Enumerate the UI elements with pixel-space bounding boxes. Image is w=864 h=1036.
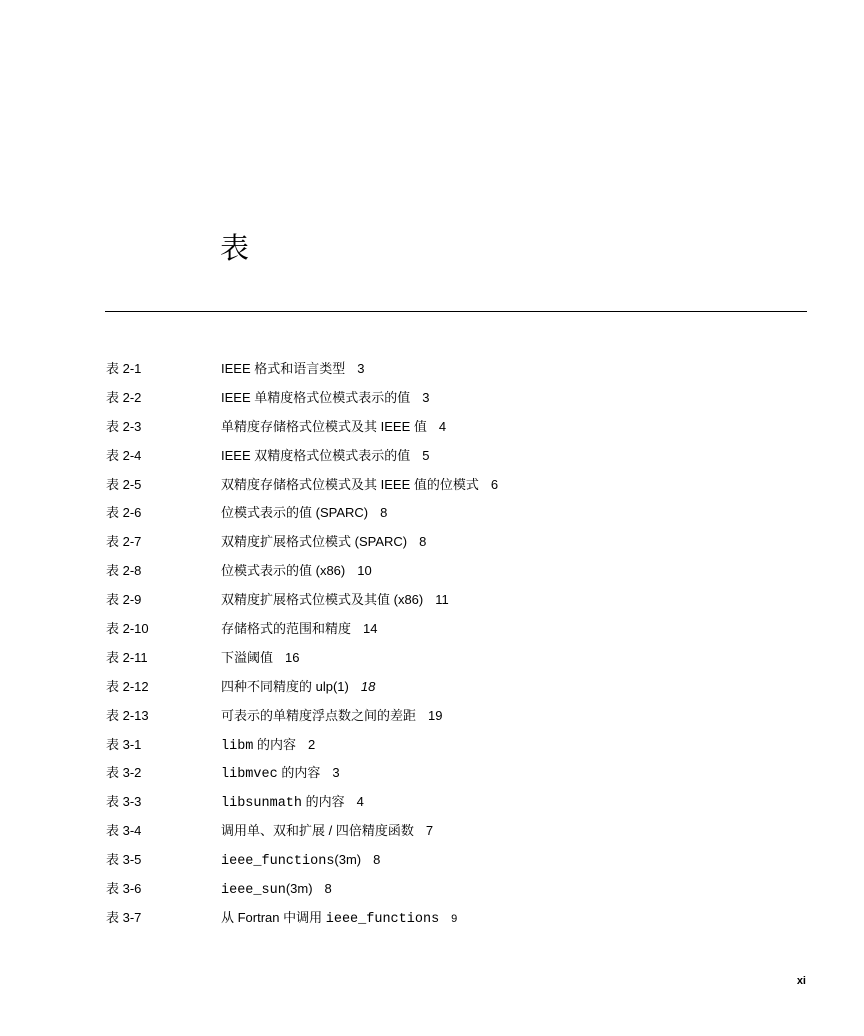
table-number: 表 2-9 (106, 592, 142, 608)
toc-entry[interactable] (0, 499, 864, 528)
page-number: 14 (363, 621, 378, 637)
toc-entry[interactable] (0, 471, 864, 500)
toc-entry[interactable] (0, 731, 864, 760)
page-number: 19 (428, 707, 443, 723)
page-number: 18 (360, 678, 376, 694)
table-title: 位模式表示的值 (x86) 10 (221, 563, 372, 579)
table-number: 表 2-13 (106, 707, 149, 723)
page-number: 7 (425, 823, 434, 839)
toc-entry[interactable] (0, 673, 864, 702)
table-number: 表 3-4 (106, 823, 142, 839)
table-title: 双精度存储格式位模式及其 IEEE 值的位模式 6 (221, 476, 499, 492)
page-folio: xi (796, 975, 806, 987)
page-title: 表 (220, 231, 250, 265)
table-title: IEEE 双精度格式位模式表示的值 5 (221, 447, 430, 463)
table-title: 下溢阈值 16 (221, 649, 300, 665)
table-title: libm 的内容 2 (221, 736, 316, 754)
table-number: 表 2-1 (106, 361, 142, 376)
toc-entry[interactable] (0, 384, 864, 413)
page-number: 8 (380, 505, 388, 521)
toc-entry[interactable] (0, 904, 864, 933)
table-number: 表 3-1 (106, 736, 142, 752)
page-number: 11 (435, 592, 449, 608)
table-number: 表 2-7 (106, 534, 142, 550)
table-of-tables (0, 355, 864, 933)
table-title: IEEE 格式和语言类型 3 (221, 361, 365, 376)
table-title: ieee_sun(3m) 8 (221, 881, 332, 899)
page-number: 4 (356, 794, 364, 810)
page-number: 5 (422, 447, 430, 463)
table-number: 表 3-6 (106, 881, 142, 897)
heading-rule (105, 311, 807, 312)
table-number: 表 3-3 (106, 794, 142, 810)
toc-entry[interactable] (0, 557, 864, 586)
table-number: 表 2-10 (106, 621, 149, 637)
toc-entry[interactable] (0, 644, 864, 673)
table-title: libmvec 的内容 3 (221, 765, 340, 783)
toc-entry[interactable] (0, 528, 864, 557)
table-title: 双精度扩展格式位模式 (SPARC) 8 (221, 534, 427, 550)
table-title: ieee_functions(3m) 8 (221, 852, 381, 870)
toc-entry[interactable] (0, 586, 864, 615)
page-number: 4 (438, 418, 447, 434)
table-number: 表 2-8 (106, 563, 142, 579)
toc-entry[interactable] (0, 875, 864, 904)
page-number: 10 (357, 563, 372, 579)
table-number: 表 3-5 (106, 852, 142, 868)
table-number: 表 3-2 (106, 765, 142, 781)
toc-entry[interactable] (0, 759, 864, 788)
table-title: 位模式表示的值 (SPARC) 8 (221, 505, 388, 521)
toc-entry[interactable] (0, 355, 864, 384)
table-title: 可表示的单精度浮点数之间的差距 19 (221, 707, 443, 723)
table-title: 调用单、双和扩展 / 四倍精度函数 7 (221, 823, 434, 839)
table-number: 表 2-5 (106, 476, 142, 492)
toc-entry[interactable] (0, 442, 864, 471)
page-number: 8 (324, 881, 332, 897)
toc-entry[interactable] (0, 702, 864, 731)
table-number: 表 2-4 (106, 447, 142, 463)
toc-entry[interactable] (0, 788, 864, 817)
table-title: 单精度存储格式位模式及其 IEEE 值 4 (221, 418, 447, 434)
table-number: 表 2-2 (106, 389, 142, 405)
table-title: libsunmath 的内容 4 (221, 794, 364, 812)
page-number: 2 (308, 736, 316, 752)
table-number: 表 3-7 (106, 909, 142, 925)
toc-entry[interactable] (0, 817, 864, 846)
table-number: 表 2-3 (106, 418, 142, 434)
page-number: 9 (451, 912, 458, 925)
table-title: 四种不同精度的 ulp(1) 18 (221, 678, 376, 694)
page-number: 6 (490, 476, 499, 492)
table-title: 双精度扩展格式位模式及其值 (x86) 11 (221, 592, 449, 608)
table-title: 从 Fortran 中调用 ieee_functions 9 (221, 909, 458, 927)
page-number: 8 (373, 852, 381, 868)
page-number: 3 (357, 361, 365, 376)
table-number: 表 2-12 (106, 678, 149, 694)
toc-entry[interactable] (0, 615, 864, 644)
page-number: 8 (419, 534, 427, 550)
page-number: 3 (422, 389, 430, 405)
page-number: 3 (332, 765, 340, 781)
toc-entry[interactable] (0, 846, 864, 875)
table-title: IEEE 单精度格式位模式表示的值 3 (221, 389, 430, 405)
table-number: 表 2-6 (106, 505, 142, 521)
page-number: 16 (285, 649, 300, 665)
toc-entry[interactable] (0, 413, 864, 442)
table-number: 表 2-11 (106, 649, 148, 665)
table-title: 存储格式的范围和精度 14 (221, 621, 378, 637)
